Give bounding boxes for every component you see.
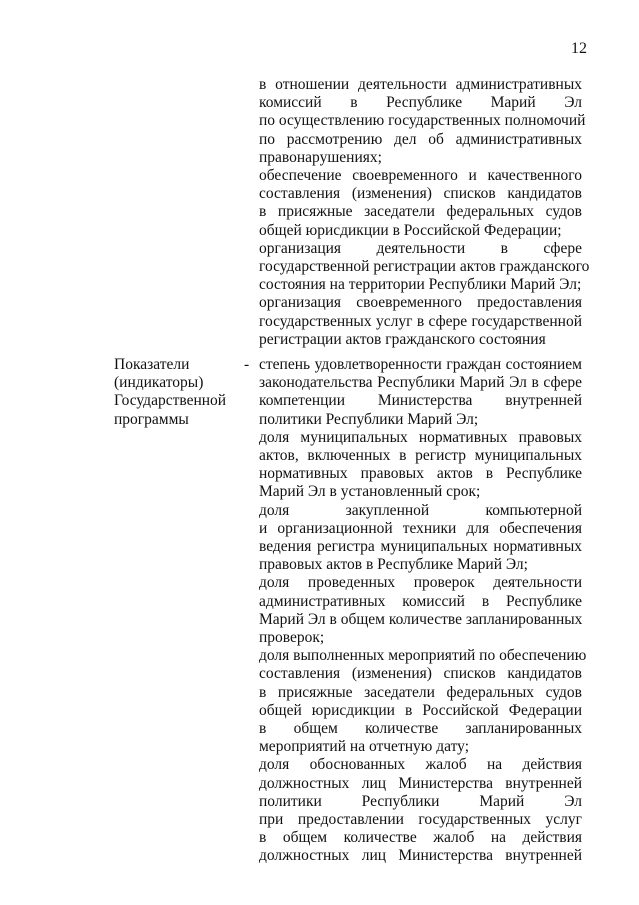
text-line: организация своевременного предоставления xyxy=(259,294,582,312)
top-paragraph xyxy=(259,167,582,240)
text-line: организация деятельности в сфере xyxy=(259,239,582,257)
text-line: мероприятий на отчетную дату; xyxy=(259,738,469,756)
text-line: и организационной техники для обеспечения xyxy=(259,519,582,537)
text-line: Марий Эл в установленный срок; xyxy=(259,483,481,501)
indicators-label-line: Государственной xyxy=(114,392,227,410)
text-line: по рассмотрению дел об административных xyxy=(259,130,582,148)
text-line: доля обоснованных жалоб на действия xyxy=(259,756,582,774)
text-line: степень удовлетворенности граждан состоянием xyxy=(259,356,582,373)
text-line: комиссий в Республике Марий Эл xyxy=(259,94,582,112)
indicator-item xyxy=(259,756,582,865)
text-line: доля муниципальных нормативных правовых xyxy=(259,428,582,446)
text-line: актов, включенных в регистр муниципальных xyxy=(259,447,582,465)
label-dash: - xyxy=(244,356,250,373)
indicators-list xyxy=(259,356,587,866)
text-line: обеспечение своевременного и качественного xyxy=(259,167,582,185)
text-line: правонарушениях; xyxy=(259,148,382,166)
text-line: в присяжные заседатели федеральных судов xyxy=(259,683,582,701)
indicators-label xyxy=(114,356,242,429)
page-number: 12 xyxy=(571,40,587,57)
text-line: регистрации актов гражданского состояния xyxy=(259,330,546,348)
indicators-label-line: (индикаторы) xyxy=(114,374,204,392)
text-line: составления (изменения) списков кандидатов xyxy=(259,665,582,683)
text-line: Марий Эл в общем количестве запланированных xyxy=(259,610,583,628)
text-line: ведения регистра муниципальных нормативных xyxy=(259,538,582,556)
text-line: нормативных правовых актов в Республике xyxy=(259,465,582,483)
indicator-item xyxy=(259,574,582,647)
top-paragraph xyxy=(259,294,582,349)
text-line: при предоставлении государственных услуг xyxy=(259,811,582,829)
text-line: государственной регистрации актов гражданского xyxy=(259,258,590,276)
text-line: в отношении деятельности административных xyxy=(259,76,582,93)
text-line: в общем количестве жалоб на действия xyxy=(259,829,582,847)
text-line: по осуществлению государственных полномочий xyxy=(259,112,586,130)
text-line: законодательства Республики Марий Эл в сфере xyxy=(259,374,582,392)
text-line: административных комиссий в Республике xyxy=(259,592,582,610)
text-line: общей юрисдикции в Российской Федерации xyxy=(259,701,582,719)
text-line: компетенции Министерства внутренней xyxy=(259,392,582,410)
text-line: должностных лиц Министерства внутренней xyxy=(259,847,582,865)
text-line: состояния на территории Республики Марий Эл; xyxy=(259,276,582,294)
text-line: проверок; xyxy=(259,629,325,647)
indicator-item xyxy=(259,356,582,429)
text-line: должностных лиц Министерства внутренней xyxy=(259,774,582,792)
indicator-item xyxy=(259,647,587,756)
text-line: общей юрисдикции в Российской Федерации; xyxy=(259,221,562,239)
indicators-label-line: программы xyxy=(114,410,189,428)
text-line: политики Республики Марий Эл; xyxy=(259,410,479,428)
text-line: в присяжные заседатели федеральных судов xyxy=(259,203,582,221)
top-paragraph xyxy=(259,76,586,167)
indicator-item xyxy=(259,502,582,575)
text-line: составления (изменения) списков кандидатов xyxy=(259,185,582,203)
text-line: политики Республики Марий Эл xyxy=(259,792,582,810)
text-line: в общем количестве запланированных xyxy=(259,720,582,738)
indicators-label-line: Показатели xyxy=(114,356,190,373)
text-line: государственных услуг в сфере государственной xyxy=(259,312,582,330)
text-line: правовых актов в Республике Марий Эл; xyxy=(259,556,528,574)
text-line: доля выполненных мероприятий по обеспечению xyxy=(259,647,587,665)
indicator-item xyxy=(259,429,582,502)
text-line: доля закупленной компьютерной xyxy=(259,501,582,519)
text-line: доля проведенных проверок деятельности xyxy=(259,574,582,592)
top-paragraph xyxy=(259,239,590,295)
top-text-block xyxy=(259,76,590,349)
